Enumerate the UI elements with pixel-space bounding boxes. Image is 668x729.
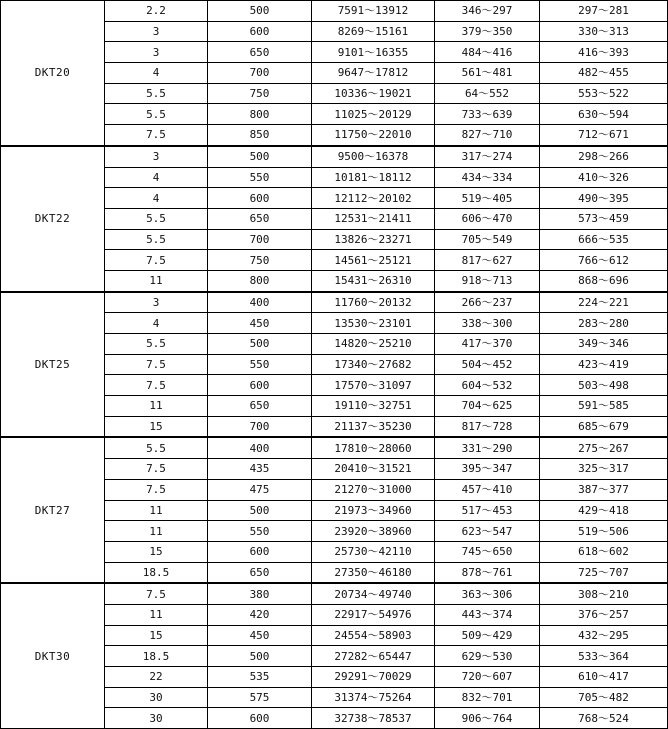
airflow-cell: 17810～28060 <box>312 437 435 458</box>
model-cell: DKT25 <box>1 292 105 438</box>
speed-cell: 600 <box>208 21 312 42</box>
motor-power-cell: 30 <box>105 708 208 729</box>
total-pressure-cell: 346～297 <box>435 1 540 22</box>
static-pressure-cell: 618～602 <box>540 541 668 562</box>
speed-cell: 550 <box>208 521 312 542</box>
airflow-cell: 12531～21411 <box>312 208 435 229</box>
speed-cell: 575 <box>208 687 312 708</box>
static-pressure-cell: 705～482 <box>540 687 668 708</box>
static-pressure-cell: 519～506 <box>540 521 668 542</box>
total-pressure-cell: 918～713 <box>435 270 540 291</box>
static-pressure-cell: 573～459 <box>540 208 668 229</box>
airflow-cell: 21270～31000 <box>312 479 435 500</box>
speed-cell: 475 <box>208 479 312 500</box>
table-row <box>1 292 668 313</box>
total-pressure-cell: 704～625 <box>435 396 540 417</box>
static-pressure-cell: 766～612 <box>540 250 668 271</box>
total-pressure-cell: 363～306 <box>435 583 540 604</box>
speed-cell: 400 <box>208 292 312 313</box>
motor-power-cell: 5.5 <box>105 229 208 250</box>
static-pressure-cell: 330～313 <box>540 21 668 42</box>
motor-power-cell: 4 <box>105 167 208 188</box>
motor-power-cell: 5.5 <box>105 208 208 229</box>
airflow-cell: 21137～35230 <box>312 416 435 437</box>
total-pressure-cell: 832～701 <box>435 687 540 708</box>
static-pressure-cell: 410～326 <box>540 167 668 188</box>
motor-power-cell: 7.5 <box>105 479 208 500</box>
table-row <box>1 146 668 167</box>
speed-cell: 650 <box>208 396 312 417</box>
static-pressure-cell: 376～257 <box>540 604 668 625</box>
static-pressure-cell: 482～455 <box>540 63 668 84</box>
static-pressure-cell: 325～317 <box>540 459 668 480</box>
motor-power-cell: 3 <box>105 146 208 167</box>
airflow-cell: 11025～20129 <box>312 104 435 125</box>
speed-cell: 650 <box>208 42 312 63</box>
motor-power-cell: 22 <box>105 667 208 688</box>
static-pressure-cell: 533～364 <box>540 646 668 667</box>
total-pressure-cell: 457～410 <box>435 479 540 500</box>
model-cell: DKT20 <box>1 1 105 146</box>
airflow-cell: 25730～42110 <box>312 541 435 562</box>
speed-cell: 435 <box>208 459 312 480</box>
total-pressure-cell: 379～350 <box>435 21 540 42</box>
total-pressure-cell: 604～532 <box>435 375 540 396</box>
total-pressure-cell: 504～452 <box>435 354 540 375</box>
motor-power-cell: 7.5 <box>105 459 208 480</box>
airflow-cell: 24554～58903 <box>312 625 435 646</box>
speed-cell: 600 <box>208 541 312 562</box>
motor-power-cell: 2.2 <box>105 1 208 22</box>
motor-power-cell: 18.5 <box>105 562 208 583</box>
total-pressure-cell: 417～370 <box>435 334 540 355</box>
total-pressure-cell: 517～453 <box>435 500 540 521</box>
motor-power-cell: 7.5 <box>105 375 208 396</box>
total-pressure-cell: 705～549 <box>435 229 540 250</box>
static-pressure-cell: 432～295 <box>540 625 668 646</box>
static-pressure-cell: 416～393 <box>540 42 668 63</box>
static-pressure-cell: 429～418 <box>540 500 668 521</box>
motor-power-cell: 15 <box>105 416 208 437</box>
total-pressure-cell: 906～764 <box>435 708 540 729</box>
airflow-cell: 9647～17812 <box>312 63 435 84</box>
motor-power-cell: 4 <box>105 63 208 84</box>
speed-cell: 700 <box>208 416 312 437</box>
motor-power-cell: 18.5 <box>105 646 208 667</box>
total-pressure-cell: 331～290 <box>435 437 540 458</box>
total-pressure-cell: 817～728 <box>435 416 540 437</box>
airflow-cell: 17340～27682 <box>312 354 435 375</box>
airflow-cell: 13826～23271 <box>312 229 435 250</box>
airflow-cell: 19110～32751 <box>312 396 435 417</box>
table-row <box>1 583 668 604</box>
airflow-cell: 22917～54976 <box>312 604 435 625</box>
airflow-cell: 9500～16378 <box>312 146 435 167</box>
airflow-cell: 32738～78537 <box>312 708 435 729</box>
total-pressure-cell: 606～470 <box>435 208 540 229</box>
total-pressure-cell: 317～274 <box>435 146 540 167</box>
total-pressure-cell: 509～429 <box>435 625 540 646</box>
motor-power-cell: 3 <box>105 42 208 63</box>
speed-cell: 550 <box>208 354 312 375</box>
static-pressure-cell: 297～281 <box>540 1 668 22</box>
motor-power-cell: 5.5 <box>105 334 208 355</box>
motor-power-cell: 3 <box>105 292 208 313</box>
motor-power-cell: 15 <box>105 625 208 646</box>
total-pressure-cell: 720～607 <box>435 667 540 688</box>
airflow-cell: 9101～16355 <box>312 42 435 63</box>
total-pressure-cell: 443～374 <box>435 604 540 625</box>
total-pressure-cell: 878～761 <box>435 562 540 583</box>
airflow-cell: 10181～18112 <box>312 167 435 188</box>
airflow-cell: 7591～13912 <box>312 1 435 22</box>
motor-power-cell: 11 <box>105 521 208 542</box>
total-pressure-cell: 266～237 <box>435 292 540 313</box>
speed-cell: 600 <box>208 708 312 729</box>
static-pressure-cell: 712～671 <box>540 125 668 146</box>
airflow-cell: 27282～65447 <box>312 646 435 667</box>
speed-cell: 650 <box>208 562 312 583</box>
total-pressure-cell: 519～405 <box>435 188 540 209</box>
speed-cell: 420 <box>208 604 312 625</box>
static-pressure-cell: 685～679 <box>540 416 668 437</box>
speed-cell: 600 <box>208 375 312 396</box>
speed-cell: 800 <box>208 270 312 291</box>
total-pressure-cell: 629～530 <box>435 646 540 667</box>
speed-cell: 550 <box>208 167 312 188</box>
static-pressure-cell: 630～594 <box>540 104 668 125</box>
table-row <box>1 1 668 22</box>
motor-power-cell: 5.5 <box>105 104 208 125</box>
model-cell: DKT22 <box>1 146 105 292</box>
speed-cell: 650 <box>208 208 312 229</box>
motor-power-cell: 4 <box>105 313 208 334</box>
total-pressure-cell: 733～639 <box>435 104 540 125</box>
airflow-cell: 8269～15161 <box>312 21 435 42</box>
airflow-cell: 17570～31097 <box>312 375 435 396</box>
static-pressure-cell: 387～377 <box>540 479 668 500</box>
static-pressure-cell: 553～522 <box>540 83 668 104</box>
airflow-cell: 20410～31521 <box>312 459 435 480</box>
static-pressure-cell: 275～267 <box>540 437 668 458</box>
speed-cell: 750 <box>208 83 312 104</box>
airflow-cell: 31374～75264 <box>312 687 435 708</box>
airflow-cell: 27350～46180 <box>312 562 435 583</box>
motor-power-cell: 11 <box>105 270 208 291</box>
airflow-cell: 11750～22010 <box>312 125 435 146</box>
speed-cell: 700 <box>208 229 312 250</box>
motor-power-cell: 3 <box>105 21 208 42</box>
speed-cell: 450 <box>208 313 312 334</box>
static-pressure-cell: 725～707 <box>540 562 668 583</box>
motor-power-cell: 11 <box>105 500 208 521</box>
speed-cell: 500 <box>208 646 312 667</box>
total-pressure-cell: 338～300 <box>435 313 540 334</box>
airflow-cell: 11760～20132 <box>312 292 435 313</box>
speed-cell: 535 <box>208 667 312 688</box>
speed-cell: 500 <box>208 334 312 355</box>
airflow-cell: 14561～25121 <box>312 250 435 271</box>
static-pressure-cell: 308～210 <box>540 583 668 604</box>
motor-power-cell: 11 <box>105 396 208 417</box>
airflow-cell: 12112～20102 <box>312 188 435 209</box>
motor-power-cell: 11 <box>105 604 208 625</box>
static-pressure-cell: 666～535 <box>540 229 668 250</box>
static-pressure-cell: 349～346 <box>540 334 668 355</box>
static-pressure-cell: 283～280 <box>540 313 668 334</box>
speed-cell: 700 <box>208 63 312 84</box>
total-pressure-cell: 561～481 <box>435 63 540 84</box>
airflow-cell: 21973～34960 <box>312 500 435 521</box>
model-cell: DKT30 <box>1 583 105 728</box>
total-pressure-cell: 817～627 <box>435 250 540 271</box>
speed-cell: 450 <box>208 625 312 646</box>
static-pressure-cell: 423～419 <box>540 354 668 375</box>
total-pressure-cell: 64～552 <box>435 83 540 104</box>
speed-cell: 500 <box>208 1 312 22</box>
motor-power-cell: 30 <box>105 687 208 708</box>
speed-cell: 400 <box>208 437 312 458</box>
speed-cell: 600 <box>208 188 312 209</box>
static-pressure-cell: 224～221 <box>540 292 668 313</box>
motor-power-cell: 15 <box>105 541 208 562</box>
total-pressure-cell: 827～710 <box>435 125 540 146</box>
speed-cell: 750 <box>208 250 312 271</box>
airflow-cell: 14820～25210 <box>312 334 435 355</box>
airflow-cell: 15431～26310 <box>312 270 435 291</box>
speed-cell: 850 <box>208 125 312 146</box>
total-pressure-cell: 434～334 <box>435 167 540 188</box>
total-pressure-cell: 745～650 <box>435 541 540 562</box>
airflow-cell: 23920～38960 <box>312 521 435 542</box>
motor-power-cell: 7.5 <box>105 250 208 271</box>
static-pressure-cell: 490～395 <box>540 188 668 209</box>
table-body <box>1 1 668 729</box>
speed-cell: 500 <box>208 146 312 167</box>
motor-power-cell: 7.5 <box>105 125 208 146</box>
speed-cell: 380 <box>208 583 312 604</box>
motor-power-cell: 5.5 <box>105 83 208 104</box>
static-pressure-cell: 610～417 <box>540 667 668 688</box>
airflow-cell: 20734～49740 <box>312 583 435 604</box>
model-cell: DKT27 <box>1 437 105 583</box>
table-row <box>1 437 668 458</box>
motor-power-cell: 4 <box>105 188 208 209</box>
static-pressure-cell: 868～696 <box>540 270 668 291</box>
static-pressure-cell: 768～524 <box>540 708 668 729</box>
static-pressure-cell: 503～498 <box>540 375 668 396</box>
total-pressure-cell: 623～547 <box>435 521 540 542</box>
airflow-cell: 13530～23101 <box>312 313 435 334</box>
speed-cell: 500 <box>208 500 312 521</box>
motor-power-cell: 7.5 <box>105 583 208 604</box>
total-pressure-cell: 395～347 <box>435 459 540 480</box>
static-pressure-cell: 298～266 <box>540 146 668 167</box>
total-pressure-cell: 484～416 <box>435 42 540 63</box>
speed-cell: 800 <box>208 104 312 125</box>
motor-power-cell: 7.5 <box>105 354 208 375</box>
airflow-cell: 29291～70029 <box>312 667 435 688</box>
static-pressure-cell: 591～585 <box>540 396 668 417</box>
airflow-cell: 10336～19021 <box>312 83 435 104</box>
motor-power-cell: 5.5 <box>105 437 208 458</box>
